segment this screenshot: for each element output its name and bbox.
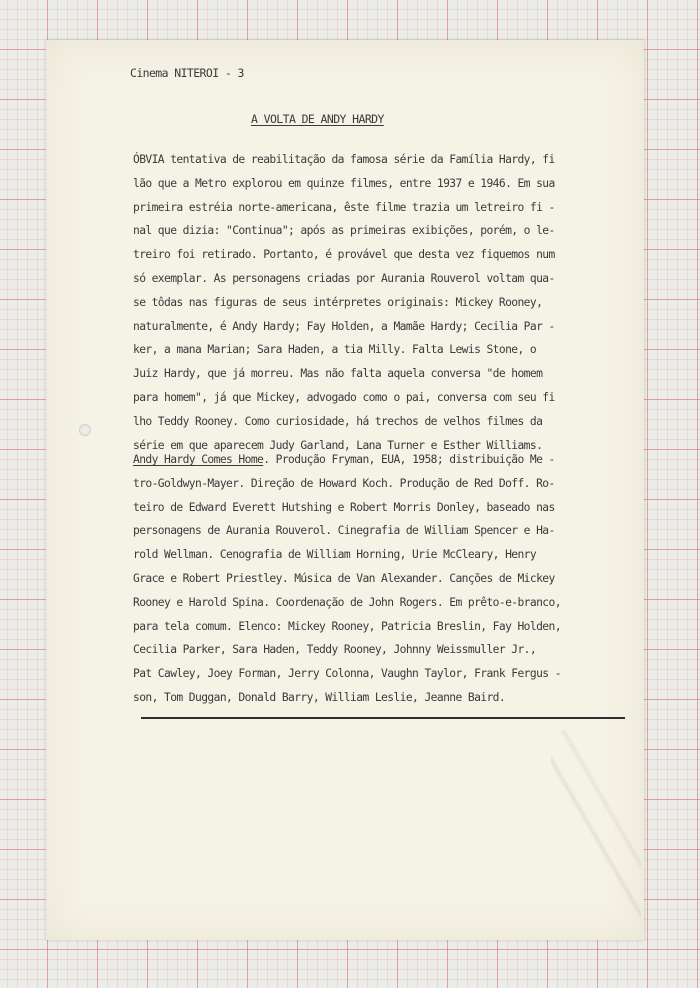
text-line: tro-Goldwyn-Mayer. Direção de Howard Koch. Produção de Red Doff. Ro- — [133, 476, 555, 490]
original-title: Andy Hardy Comes Home — [133, 453, 264, 466]
text-line: treiro foi retirado. Portanto, é provável que desta vez fiquemos num — [133, 248, 555, 262]
credits-first-line — [133, 448, 561, 472]
text-line: son, Tom Duggan, Donald Barry, William Leslie, Jeanne Baird. — [133, 690, 506, 704]
text-line: lho Teddy Rooney. Como curiosidade, há trechos de velhos filmes da — [133, 414, 543, 428]
text-line: para homem", já que Mickey, advogado como o pai, conversa com seu fi — [133, 390, 555, 404]
credits-text: . Produção Fryman, EUA, 1958; distribuição Me - — [263, 453, 555, 466]
text-line: Rooney e Harold Spina. Coordenação de John Rogers. Em prêto-e-branco, — [133, 595, 561, 609]
text-line: Juiz Hardy, que já morreu. Mas não falta aquela conversa "de homem — [133, 367, 543, 381]
credits-paragraph — [133, 448, 561, 710]
text-line: série em que aparecem Judy Garland, Lana Turner e Esther Williams. — [133, 438, 543, 452]
text-line: para tela comum. Elenco: Mickey Rooney, Patricia Breslin, Fay Holden, — [133, 619, 561, 633]
text-line: Pat Cawley, Joey Forman, Jerry Colonna, Vaughn Taylor, Frank Fergus - — [133, 667, 561, 681]
text-line: Cecilia Parker, Sara Haden, Teddy Rooney, Johnny Weissmuller Jr., — [133, 643, 537, 657]
paper-scuff — [551, 730, 641, 930]
text-line: naturalmente, é Andy Hardy; Fay Holden, a Mamãe Hardy; Cecilia Par - — [133, 319, 555, 333]
text-line: teiro de Edward Everett Hutshing e Robert Morris Donley, baseado nas — [133, 500, 555, 514]
text-line: ker, a mana Marian; Sara Haden, a tia Milly. Falta Lewis Stone, o — [133, 343, 537, 357]
text-line: nal que dizia: "Continua"; após as primeiras exibições, porém, o le- — [133, 224, 555, 238]
text-line: ÓBVIA tentativa de reabilitação da famosa série da Família Hardy, fi — [133, 153, 555, 166]
text-line: só exemplar. As personagens criadas por Aurania Rouverol voltam qua- — [133, 271, 555, 285]
text-line: Grace e Robert Priestley. Música de Van Alexander. Canções de Mickey — [133, 571, 555, 585]
page-header: Cinema NITEROI - 3 — [130, 66, 244, 80]
divider-rule — [141, 717, 625, 719]
text-line: rold Wellman. Cenografia de William Horning, Urie McCleary, Henry — [133, 548, 537, 562]
text-line: personagens de Aurania Rouverol. Cinegrafia de William Spencer e Ha- — [133, 524, 555, 538]
text-line: lão que a Metro explorou em quinze filmes, entre 1937 e 1946. Em sua — [133, 176, 555, 190]
punch-hole — [79, 424, 91, 436]
text-line: primeira estréia norte-americana, êste filme trazia um letreiro fi - — [133, 200, 555, 214]
typewritten-page — [46, 40, 644, 940]
review-paragraph — [133, 148, 555, 457]
review-title: A VOLTA DE ANDY HARDY — [251, 112, 384, 126]
text-line: se tôdas nas figuras de seus intérpretes originais: Mickey Rooney, — [133, 295, 543, 309]
